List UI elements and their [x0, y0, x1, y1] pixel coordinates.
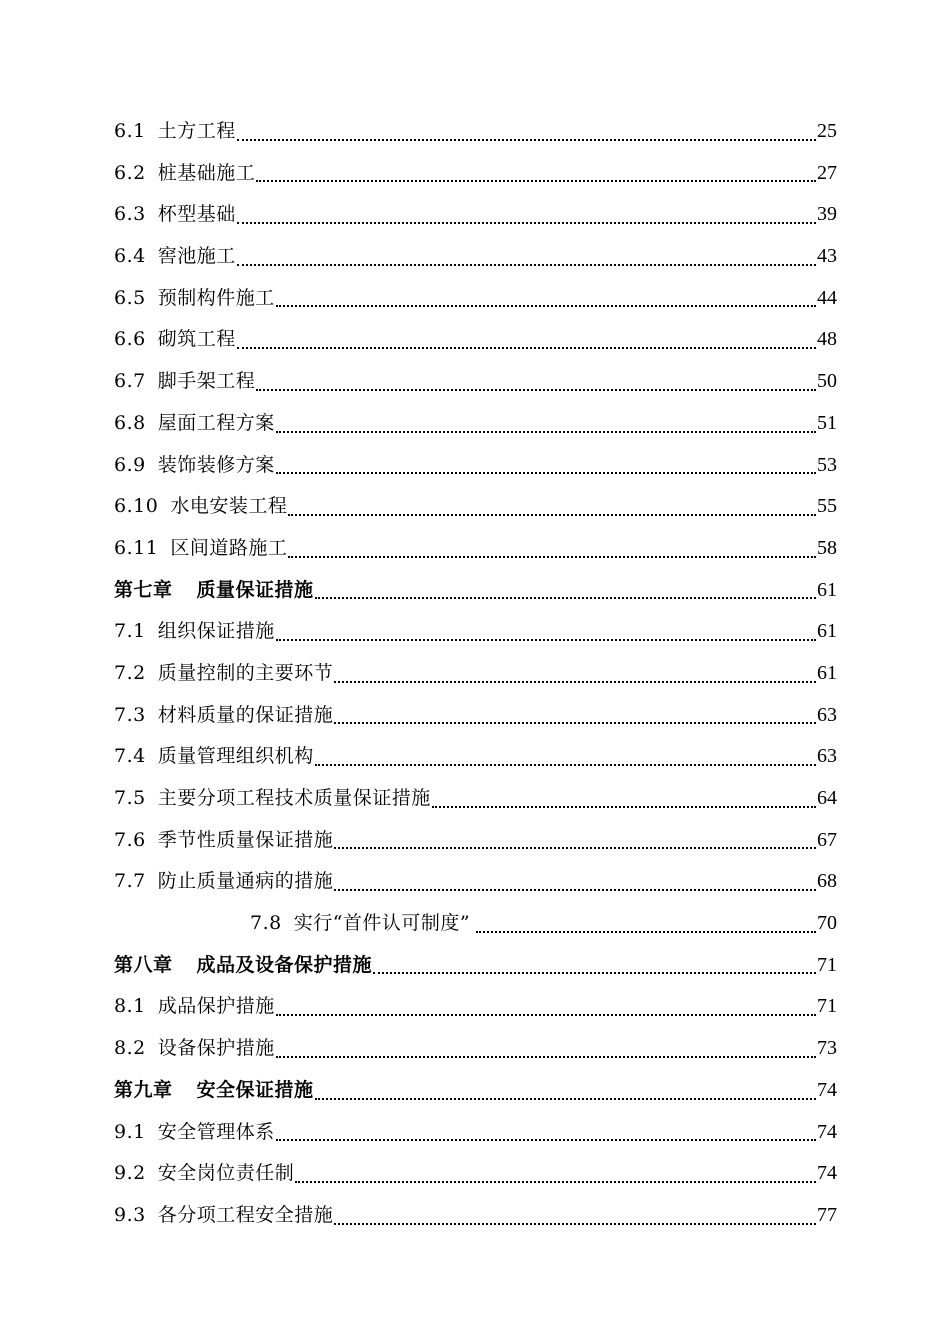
toc-page-number: 61: [817, 620, 837, 643]
toc-dot-leader: [237, 138, 816, 141]
toc-dot-leader: [476, 930, 816, 933]
toc-entry-title: 脚手架工程: [157, 370, 256, 393]
toc-dot-leader: [334, 721, 816, 724]
toc-entry-number: 7.1: [114, 620, 146, 643]
toc-chapter-entry[interactable]: [114, 945, 837, 987]
toc-dot-leader: [237, 263, 816, 266]
toc-entry-title: 砌筑工程: [157, 328, 236, 351]
toc-dot-leader: [315, 596, 816, 599]
toc-dot-leader: [237, 221, 816, 224]
toc-entry-label: [114, 319, 236, 361]
toc-entry-title: 区间道路施工: [170, 536, 288, 559]
toc-page-number: 74: [817, 1120, 837, 1143]
toc-dot-leader: [276, 1055, 816, 1058]
toc-entry-number: 9.2: [114, 1162, 146, 1185]
toc-entry-number: 6.10: [114, 495, 159, 518]
toc-page-number: 53: [817, 453, 837, 476]
toc-entry-number: 6.4: [114, 245, 146, 268]
toc-section-entry[interactable]: [114, 528, 837, 570]
toc-dot-leader: [288, 555, 816, 558]
toc-section-entry[interactable]: [114, 861, 837, 903]
toc-page-number: 63: [817, 703, 837, 726]
toc-page-number: 63: [817, 745, 837, 768]
toc-dot-leader: [276, 1138, 816, 1141]
toc-entry-number: 7.2: [114, 661, 146, 684]
toc-page-number: 43: [817, 245, 837, 268]
toc-entry-title: 实行“首件认可制度”: [293, 912, 471, 935]
toc-entry-number: 6.7: [114, 370, 146, 393]
toc-page-number: 61: [817, 661, 837, 684]
toc-entry-title: 安全保证措施: [196, 1078, 314, 1101]
toc-entry-title: 成品及设备保护措施: [196, 953, 373, 976]
toc-page-number: 27: [817, 161, 837, 184]
toc-entry-number: 6.11: [114, 536, 159, 559]
toc-section-entry[interactable]: [114, 153, 837, 195]
toc-page-number: 58: [817, 536, 837, 559]
toc-dot-leader: [276, 638, 816, 641]
toc-section-entry[interactable]: [114, 778, 837, 820]
toc-page-number: 51: [817, 411, 837, 434]
toc-section-entry[interactable]: [114, 820, 837, 862]
toc-entry-title: 土方工程: [157, 120, 236, 142]
toc-page-number: 70: [817, 912, 837, 935]
toc-dot-leader: [334, 888, 816, 891]
toc-page-number: 74: [817, 1078, 837, 1101]
toc-section-entry[interactable]: [114, 1153, 837, 1195]
toc-entry-title: 成品保护措施: [157, 995, 275, 1018]
toc-entry-title: 水电安装工程: [170, 495, 288, 518]
toc-entry-title: 窖池施工: [157, 245, 236, 268]
toc-entry-number: 6.1: [114, 120, 146, 142]
toc-entry-number: 7.3: [114, 703, 146, 726]
toc-section-entry[interactable]: [114, 736, 837, 778]
toc-entry-title: 屋面工程方案: [157, 411, 275, 434]
toc-entry-number: 8.1: [114, 995, 146, 1018]
toc-dot-leader: [315, 763, 816, 766]
toc-section-entry[interactable]: [114, 111, 837, 153]
toc-section-entry[interactable]: [114, 319, 837, 361]
toc-entry-number: 6.2: [114, 161, 146, 184]
toc-dot-leader: [276, 304, 816, 307]
toc-dot-leader: [334, 680, 816, 683]
toc-entry-title: 主要分项工程技术质量保证措施: [157, 787, 431, 809]
toc-chapter-entry[interactable]: [114, 1070, 837, 1112]
toc-entry-label: [114, 986, 275, 1028]
toc-section-entry[interactable]: [114, 445, 837, 487]
toc-entry-number: 9.1: [114, 1120, 146, 1143]
toc-section-entry[interactable]: [114, 1028, 837, 1070]
toc-entry-title: 质量管理组织机构: [157, 745, 314, 768]
toc-entry-title: 防止质量通病的措施: [157, 870, 334, 893]
toc-entry-label: [114, 361, 255, 403]
toc-section-entry[interactable]: [114, 986, 837, 1028]
toc-page-number: 73: [817, 1037, 837, 1060]
toc-entry-title: 杯型基础: [157, 203, 236, 226]
toc-section-entry[interactable]: [114, 278, 837, 320]
toc-dot-leader: [315, 1097, 816, 1100]
toc-entry-number: 6.3: [114, 203, 146, 226]
toc-entry-title: 各分项工程安全措施: [157, 1203, 334, 1226]
toc-dot-leader: [256, 388, 816, 391]
toc-page-number: 71: [817, 995, 837, 1018]
toc-section-entry[interactable]: [114, 903, 837, 945]
toc-page-number: 64: [817, 787, 837, 809]
toc-dot-leader: [334, 1222, 816, 1225]
toc-page-number: 55: [817, 495, 837, 518]
toc-entry-label: [114, 153, 255, 195]
toc-entry-label: [114, 1028, 275, 1070]
toc-dot-leader: [295, 1180, 816, 1183]
toc-entry-title: 安全管理体系: [157, 1120, 275, 1143]
toc-entry-label: [114, 1112, 275, 1154]
toc-entry-label: [114, 403, 275, 445]
toc-entry-label: [114, 861, 333, 903]
toc-entry-title: 季节性质量保证措施: [157, 828, 334, 851]
toc-page-number: 25: [817, 120, 837, 142]
toc-entry-label: [114, 820, 333, 862]
toc-page-number: 39: [817, 203, 837, 226]
toc-entry-number: 7.4: [114, 745, 146, 768]
toc-section-entry[interactable]: [114, 1195, 837, 1237]
toc-entry-number: 第八章: [114, 953, 173, 976]
toc-dot-leader: [334, 846, 816, 849]
toc-page-number: 44: [817, 286, 837, 309]
toc-entry-number: 第九章: [114, 1078, 173, 1101]
toc-page-number: 74: [817, 1162, 837, 1185]
toc-entry-label: [114, 653, 333, 695]
toc-page-number: 50: [817, 370, 837, 393]
toc-entry-number: 9.3: [114, 1203, 146, 1226]
toc-entry-number: 7.7: [114, 870, 146, 893]
toc-section-entry[interactable]: [114, 611, 837, 653]
toc-dot-leader: [276, 471, 816, 474]
toc-page-number: 48: [817, 328, 837, 351]
toc-entry-title: 装饰装修方案: [157, 453, 275, 476]
toc-page-number: 71: [817, 953, 837, 976]
toc-entry-label: [114, 1153, 294, 1195]
toc-section-entry[interactable]: [114, 361, 837, 403]
toc-entry-label: [114, 486, 287, 528]
toc-entry-title: 组织保证措施: [157, 620, 275, 643]
toc-page-number: 67: [817, 828, 837, 851]
toc-entry-title: 预制构件施工: [157, 286, 275, 309]
toc-chapter-entry[interactable]: [114, 570, 837, 612]
toc-entry-label: [114, 278, 275, 320]
toc-section-entry[interactable]: [114, 1112, 837, 1154]
toc-entry-label: [114, 570, 314, 612]
toc-dot-leader: [432, 805, 816, 808]
toc-page-number: 77: [817, 1203, 837, 1226]
toc-entry-title: 设备保护措施: [157, 1037, 275, 1060]
toc-entry-label: [114, 194, 236, 236]
toc-section-entry[interactable]: [114, 653, 837, 695]
toc-entry-label: [114, 1070, 314, 1112]
toc-section-entry[interactable]: [114, 194, 837, 236]
toc-section-entry[interactable]: [114, 403, 837, 445]
toc-dot-leader: [276, 430, 816, 433]
toc-entry-label: [114, 736, 314, 778]
toc-entry-label: [114, 111, 236, 153]
toc-entry-number: 7.6: [114, 828, 146, 851]
toc-entry-title: 安全岗位责任制: [157, 1162, 295, 1185]
toc-entry-number: 8.2: [114, 1037, 146, 1060]
toc-entry-title: 质量控制的主要环节: [157, 661, 334, 684]
toc-entry-number: 第七章: [114, 578, 173, 601]
toc-entry-label: [114, 695, 333, 737]
toc-entry-title: 材料质量的保证措施: [157, 703, 334, 726]
toc-entry-label: [114, 445, 275, 487]
toc-entry-number: 6.6: [114, 328, 146, 351]
toc-entry-number: 7.8: [250, 912, 282, 935]
toc-dot-leader: [237, 346, 816, 349]
toc-entry-number: 7.5: [114, 787, 146, 809]
toc-dot-leader: [373, 971, 816, 974]
toc-dot-leader: [276, 1013, 816, 1016]
toc-entry-label: [114, 1195, 333, 1237]
table-of-contents: [114, 111, 837, 1237]
toc-entry-title: 桩基础施工: [157, 161, 256, 184]
toc-section-entry[interactable]: [114, 236, 837, 278]
toc-entry-label: [114, 611, 275, 653]
toc-entry-label: [114, 778, 431, 820]
toc-entry-number: 6.8: [114, 411, 146, 434]
toc-section-entry[interactable]: [114, 486, 837, 528]
toc-page-number: 68: [817, 870, 837, 893]
toc-section-entry[interactable]: [114, 695, 837, 737]
toc-entry-number: 6.5: [114, 286, 146, 309]
toc-entry-number: 6.9: [114, 453, 146, 476]
toc-page-number: 61: [817, 578, 837, 601]
toc-entry-label: [114, 236, 236, 278]
toc-entry-label: [114, 945, 372, 987]
toc-entry-title: 质量保证措施: [196, 578, 314, 601]
toc-entry-label: [114, 903, 470, 945]
toc-entry-label: [114, 528, 287, 570]
toc-dot-leader: [288, 513, 816, 516]
toc-dot-leader: [256, 179, 816, 182]
